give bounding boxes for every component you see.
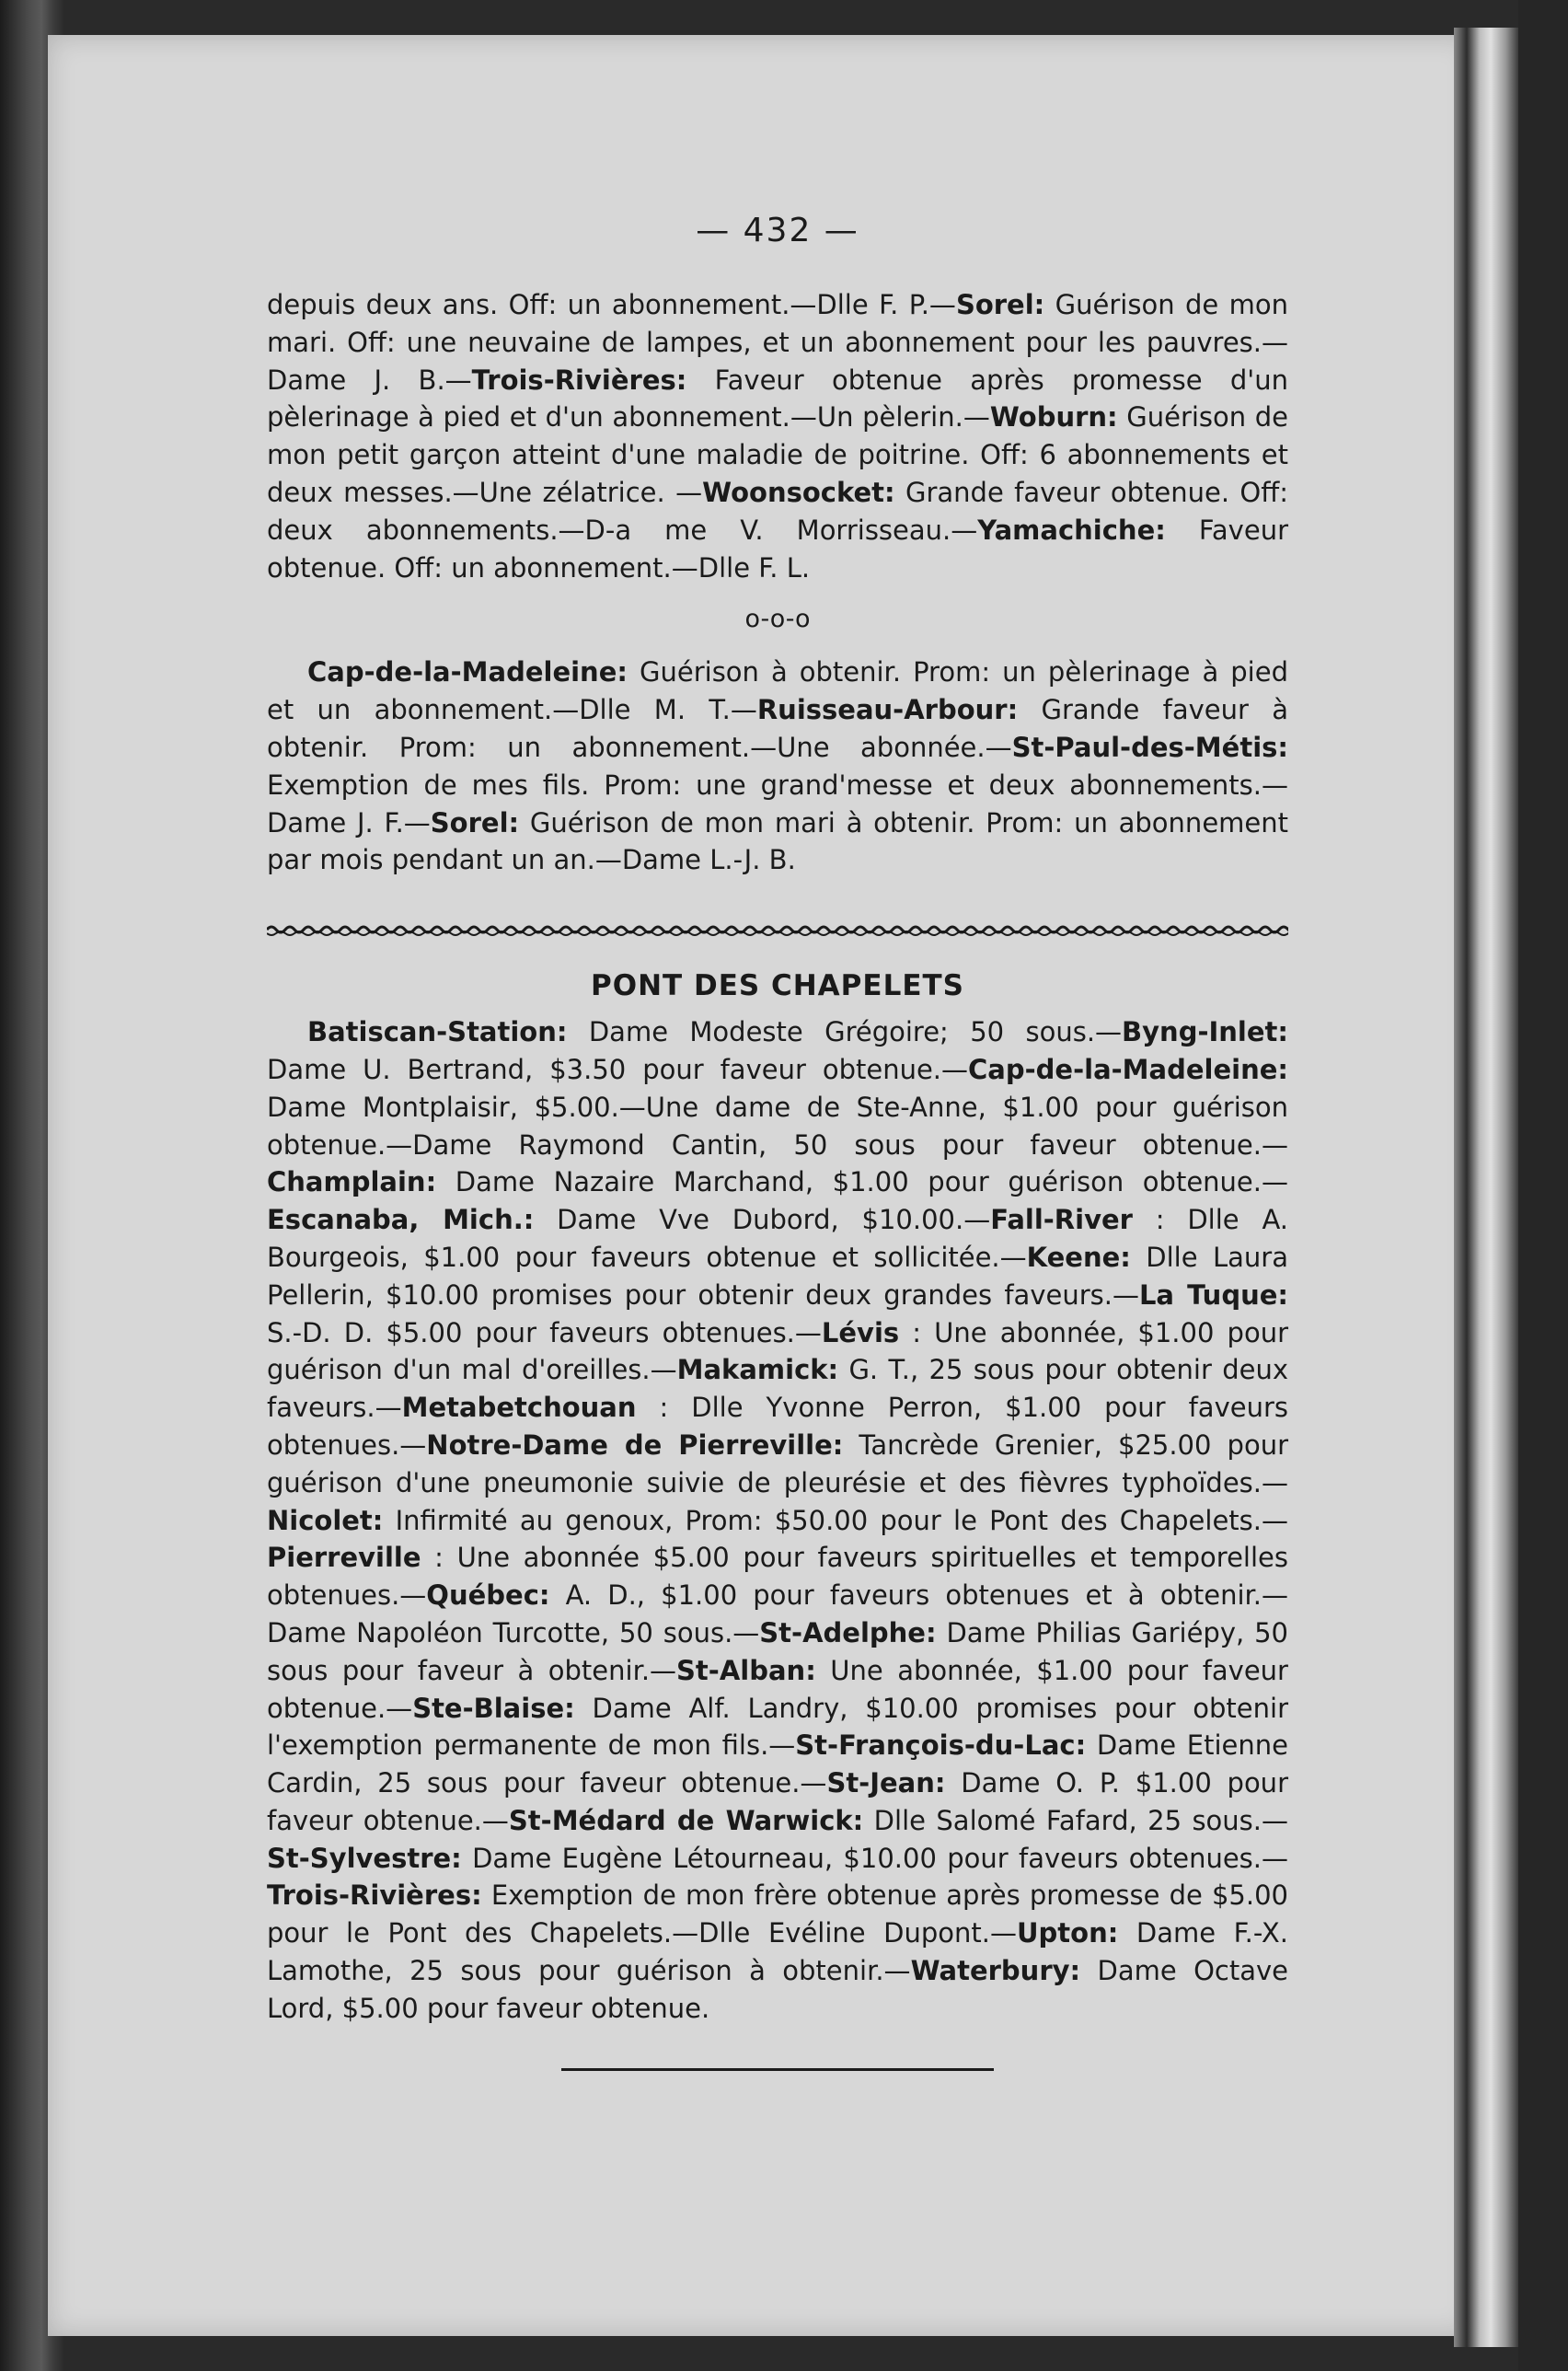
entry-text: Guérison de mon mari à obtenir. Prom: un abonnement par mois pendant un an.—Dame L.-J. B.	[267, 806, 1288, 876]
entry-text: Une abonnée, $1.00 pour faveur obtenue.—	[267, 1654, 1288, 1724]
entry-text: : Une abonnée $5.00 pour faveurs spirituelles et temporelles obtenues.—	[267, 1542, 1288, 1612]
section-title: PONT DES CHAPELETS	[591, 969, 964, 1003]
place-name: Sorel:	[955, 289, 1045, 320]
place-name: Makamick:	[676, 1354, 839, 1386]
entry-text: Dame Octave Lord, $5.00 pour faveur obtenue.	[267, 1955, 1288, 2024]
place-name: Lévis	[821, 1316, 900, 1348]
place-name: Notre-Dame de Pierreville:	[426, 1428, 844, 1461]
entry-text: A. D., $1.00 pour faveurs obtenues et à obtenir.—Dame Napoléon Turcotte, 50 sous.—	[267, 1579, 1288, 1648]
entry-text: Dame F.-X. Lamothe, 25 sous pour guérison à obtenir.—	[267, 1917, 1288, 1987]
entry-text: Guérison à obtenir. Prom: un pèlerinage à pied et un abonnement.—Dlle M. T.—	[267, 656, 1288, 726]
place-name: La Tuque:	[1138, 1278, 1288, 1311]
entry-text: Tancrède Grenier, $25.00 pour guérison d'une pneumonie suivie de pleurésie et des fièvres typhoïdes.—	[267, 1428, 1288, 1498]
place-name: Woburn:	[989, 401, 1118, 434]
entry-text: Dlle Salomé Fafard, 25 sous.—	[863, 1804, 1288, 1836]
place-name: Pierreville	[267, 1542, 421, 1574]
place-name: Yamachiche:	[977, 514, 1166, 546]
place-name: Ste-Blaise:	[412, 1692, 575, 1724]
entry-text: : Dlle Yvonne Perron, $1.00 pour faveurs obtenues.—	[267, 1392, 1288, 1461]
entry-text: G. T., 25 sous pour obtenir deux faveurs.—	[267, 1354, 1289, 1424]
entry-text: Dame Philias Gariépy, 50 sous pour faveur à obtenir.—	[267, 1616, 1288, 1686]
end-rule	[561, 2068, 994, 2071]
entry-text: Dame O. P. $1.00 pour faveur obtenue.—	[267, 1767, 1288, 1836]
entry-text: Dame Etienne Cardin, 25 sous pour faveur obtenue.—	[267, 1729, 1288, 1799]
entry-text: Exemption de mon frère obtenue après promesse de $5.00 pour le Pont des Chapelets.—Dlle Evéline Dupont.—	[267, 1879, 1288, 1949]
scan-right-edge	[1518, 0, 1568, 2371]
entry-text: Dlle Laura Pellerin, $10.00 promises pour obtenir deux grandes faveurs.—	[267, 1241, 1288, 1311]
place-name: St-François-du-Lac:	[795, 1729, 1087, 1762]
place-name: St-Sylvestre:	[267, 1842, 462, 1874]
place-name: Byng-Inlet:	[1122, 1016, 1288, 1048]
entry-text: Dame Nazaire Marchand, $1.00 pour guérison obtenue.—	[436, 1166, 1288, 1198]
place-name: Québec:	[426, 1579, 550, 1612]
place-name: Nicolet:	[267, 1504, 384, 1536]
place-name: Woonsocket:	[702, 476, 895, 508]
entry-text: Guérison de mon petit garçon atteint d'une maladie de poitrine. Off: 6 abonnements et deux messes.—Une zélatrice. —	[267, 401, 1288, 508]
separator: o-o-o	[744, 605, 811, 634]
place-name: Batiscan-Station:	[307, 1016, 568, 1048]
entry-text: Faveur obtenue. Off: un abonnement.—Dlle F. L.	[267, 514, 1288, 584]
page-number: — 432 —	[696, 212, 859, 249]
book-binding	[1454, 28, 1518, 2347]
place-name: St-Alban:	[676, 1654, 816, 1686]
entry-text: depuis deux ans. Off: un abonnement.—Dlle F. P.—	[267, 289, 956, 320]
place-name: Trois-Rivières:	[471, 364, 687, 396]
entry-text: : Dlle A. Bourgeois, $1.00 pour faveurs obtenue et sollicitée.—	[267, 1204, 1288, 1273]
page-content	[267, 212, 1288, 2071]
entry-text: Exemption de mes fils. Prom: une grand'messe et deux abonnements.—Dame J. F.—	[267, 769, 1288, 839]
paragraph-pont-des-chapelets	[267, 1013, 1288, 2028]
place-name: Cap-de-la-Madeleine:	[307, 656, 628, 688]
entry-text: : Une abonnée, $1.00 pour guérison d'un mal d'oreilles.—	[267, 1316, 1288, 1386]
place-name: Escanaba, Mich.:	[267, 1204, 535, 1236]
place-name: Sorel:	[430, 806, 520, 839]
place-name: St-Adelphe:	[759, 1616, 937, 1648]
place-name: Keene:	[1026, 1241, 1131, 1273]
entry-text: Guérison de mon mari. Off: une neuvaine de lampes, et un abonnement pour les pauvres.—Dame J. B.—	[267, 289, 1289, 396]
entry-text: Grande faveur obtenue. Off: deux abonnements.—D-a me V. Morrisseau.—	[267, 476, 1289, 546]
entry-text: Faveur obtenue après promesse d'un pèlerinage à pied et d'un abonnement.—Un pèlerin.—	[267, 364, 1289, 434]
entry-text: S.-D. D. $5.00 pour faveurs obtenues.—	[267, 1316, 822, 1348]
paragraph-favours-obtained	[267, 286, 1288, 586]
wavy-divider	[267, 916, 1288, 943]
place-name: Ruisseau-Arbour:	[756, 694, 1019, 726]
place-name: Fall-River	[990, 1204, 1133, 1236]
place-name: Trois-Rivières:	[267, 1879, 482, 1912]
entry-text: Dame Eugène Létourneau, $10.00 pour faveurs obtenues.—	[461, 1842, 1288, 1874]
entry-text: Grande faveur à obtenir. Prom: un abonnement.—Une abonnée.—	[267, 694, 1288, 763]
entry-text: Infirmité au genoux, Prom: $50.00 pour le Pont des Chapelets.—	[383, 1504, 1288, 1536]
entry-text: Dame Modeste Grégoire; 50 sous.—	[567, 1016, 1123, 1048]
entry-text: Dame Vve Dubord, $10.00.—	[534, 1204, 991, 1236]
place-name: Upton:	[1017, 1917, 1119, 1949]
place-name: Cap-de-la-Madeleine:	[968, 1053, 1288, 1085]
entry-text: Dame Alf. Landry, $10.00 promises pour obtenir l'exemption permanente de mon fils.—	[267, 1692, 1288, 1762]
place-name: St-Médard de Warwick:	[508, 1804, 864, 1836]
place-name: St-Jean:	[826, 1767, 946, 1799]
place-name: St-Paul-des-Métis:	[1011, 731, 1288, 763]
place-name: Waterbury:	[910, 1955, 1081, 1987]
place-name: Champlain:	[267, 1166, 437, 1198]
entry-text: Dame Montplaisir, $5.00.—Une dame de Ste-Anne, $1.00 pour guérison obtenue.—Dame Raymond Cantin, 50 sous pour faveur obtenue.—	[267, 1091, 1288, 1161]
entry-text: Dame U. Bertrand, $3.50 pour faveur obtenue.—	[267, 1053, 969, 1085]
paragraph-favours-requested	[267, 653, 1288, 879]
place-name: Metabetchouan	[401, 1392, 637, 1424]
